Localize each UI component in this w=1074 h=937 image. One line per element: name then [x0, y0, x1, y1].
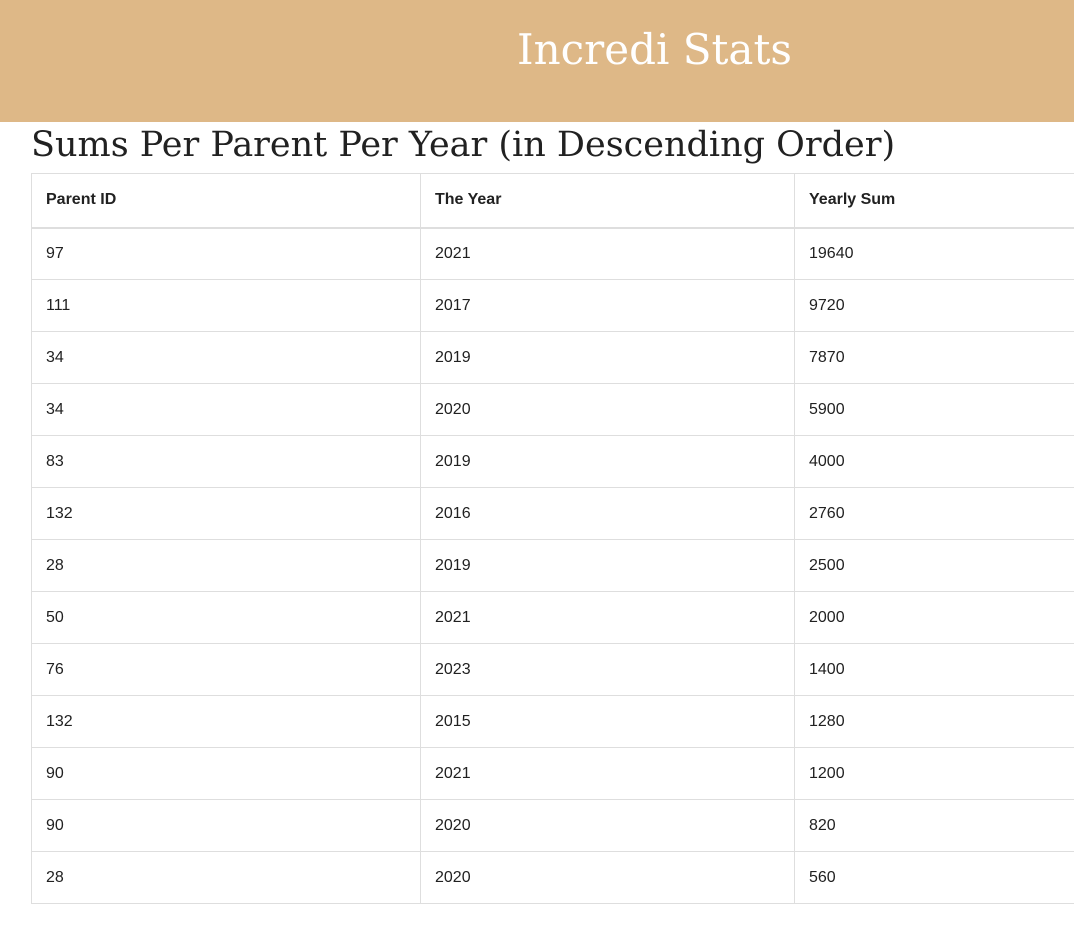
cell-parent-id: 34 — [32, 332, 421, 384]
cell-parent-id: 132 — [32, 696, 421, 748]
cell-year: 2020 — [421, 800, 795, 852]
cell-parent-id: 83 — [32, 436, 421, 488]
table-row — [32, 332, 1074, 384]
cell-parent-id: 97 — [32, 228, 421, 280]
table-row — [32, 228, 1074, 280]
cell-parent-id: 132 — [32, 488, 421, 540]
cell-year: 2016 — [421, 488, 795, 540]
cell-year: 2021 — [421, 592, 795, 644]
cell-yearly-sum: 7870 — [795, 332, 1074, 384]
cell-parent-id: 111 — [32, 280, 421, 332]
cell-yearly-sum: 1200 — [795, 748, 1074, 800]
cell-year: 2015 — [421, 696, 795, 748]
cell-yearly-sum: 9720 — [795, 280, 1074, 332]
column-header-yearly-sum: Yearly Sum — [795, 174, 1074, 228]
cell-parent-id: 76 — [32, 644, 421, 696]
table-body — [32, 228, 1074, 904]
site-title: Incredi Stats — [517, 25, 792, 74]
cell-year: 2023 — [421, 644, 795, 696]
table-header-row — [32, 174, 1074, 228]
column-header-year: The Year — [421, 174, 795, 228]
cell-parent-id: 90 — [32, 800, 421, 852]
stats-table-container — [31, 173, 1074, 904]
cell-yearly-sum: 5900 — [795, 384, 1074, 436]
table-row — [32, 852, 1074, 904]
cell-yearly-sum: 1280 — [795, 696, 1074, 748]
cell-year: 2021 — [421, 228, 795, 280]
cell-yearly-sum: 1400 — [795, 644, 1074, 696]
cell-year: 2021 — [421, 748, 795, 800]
cell-year: 2020 — [421, 852, 795, 904]
cell-yearly-sum: 2000 — [795, 592, 1074, 644]
cell-year: 2019 — [421, 332, 795, 384]
sums-table — [31, 173, 1074, 904]
table-row — [32, 644, 1074, 696]
table-row — [32, 592, 1074, 644]
table-header — [32, 174, 1074, 228]
table-row — [32, 488, 1074, 540]
table-row — [32, 280, 1074, 332]
table-row — [32, 800, 1074, 852]
cell-parent-id: 90 — [32, 748, 421, 800]
cell-yearly-sum: 4000 — [795, 436, 1074, 488]
cell-year: 2019 — [421, 436, 795, 488]
cell-parent-id: 34 — [32, 384, 421, 436]
cell-parent-id: 28 — [32, 540, 421, 592]
table-row — [32, 540, 1074, 592]
cell-year: 2019 — [421, 540, 795, 592]
cell-parent-id: 28 — [32, 852, 421, 904]
cell-yearly-sum: 820 — [795, 800, 1074, 852]
column-header-parent-id: Parent ID — [32, 174, 421, 228]
cell-yearly-sum: 2500 — [795, 540, 1074, 592]
cell-yearly-sum: 2760 — [795, 488, 1074, 540]
table-row — [32, 436, 1074, 488]
page-heading: Sums Per Parent Per Year (in Descending Order) — [31, 125, 896, 165]
cell-yearly-sum: 560 — [795, 852, 1074, 904]
cell-parent-id: 50 — [32, 592, 421, 644]
site-banner — [0, 0, 1074, 122]
table-row — [32, 748, 1074, 800]
cell-year: 2020 — [421, 384, 795, 436]
cell-year: 2017 — [421, 280, 795, 332]
table-row — [32, 696, 1074, 748]
cell-yearly-sum: 19640 — [795, 228, 1074, 280]
table-row — [32, 384, 1074, 436]
